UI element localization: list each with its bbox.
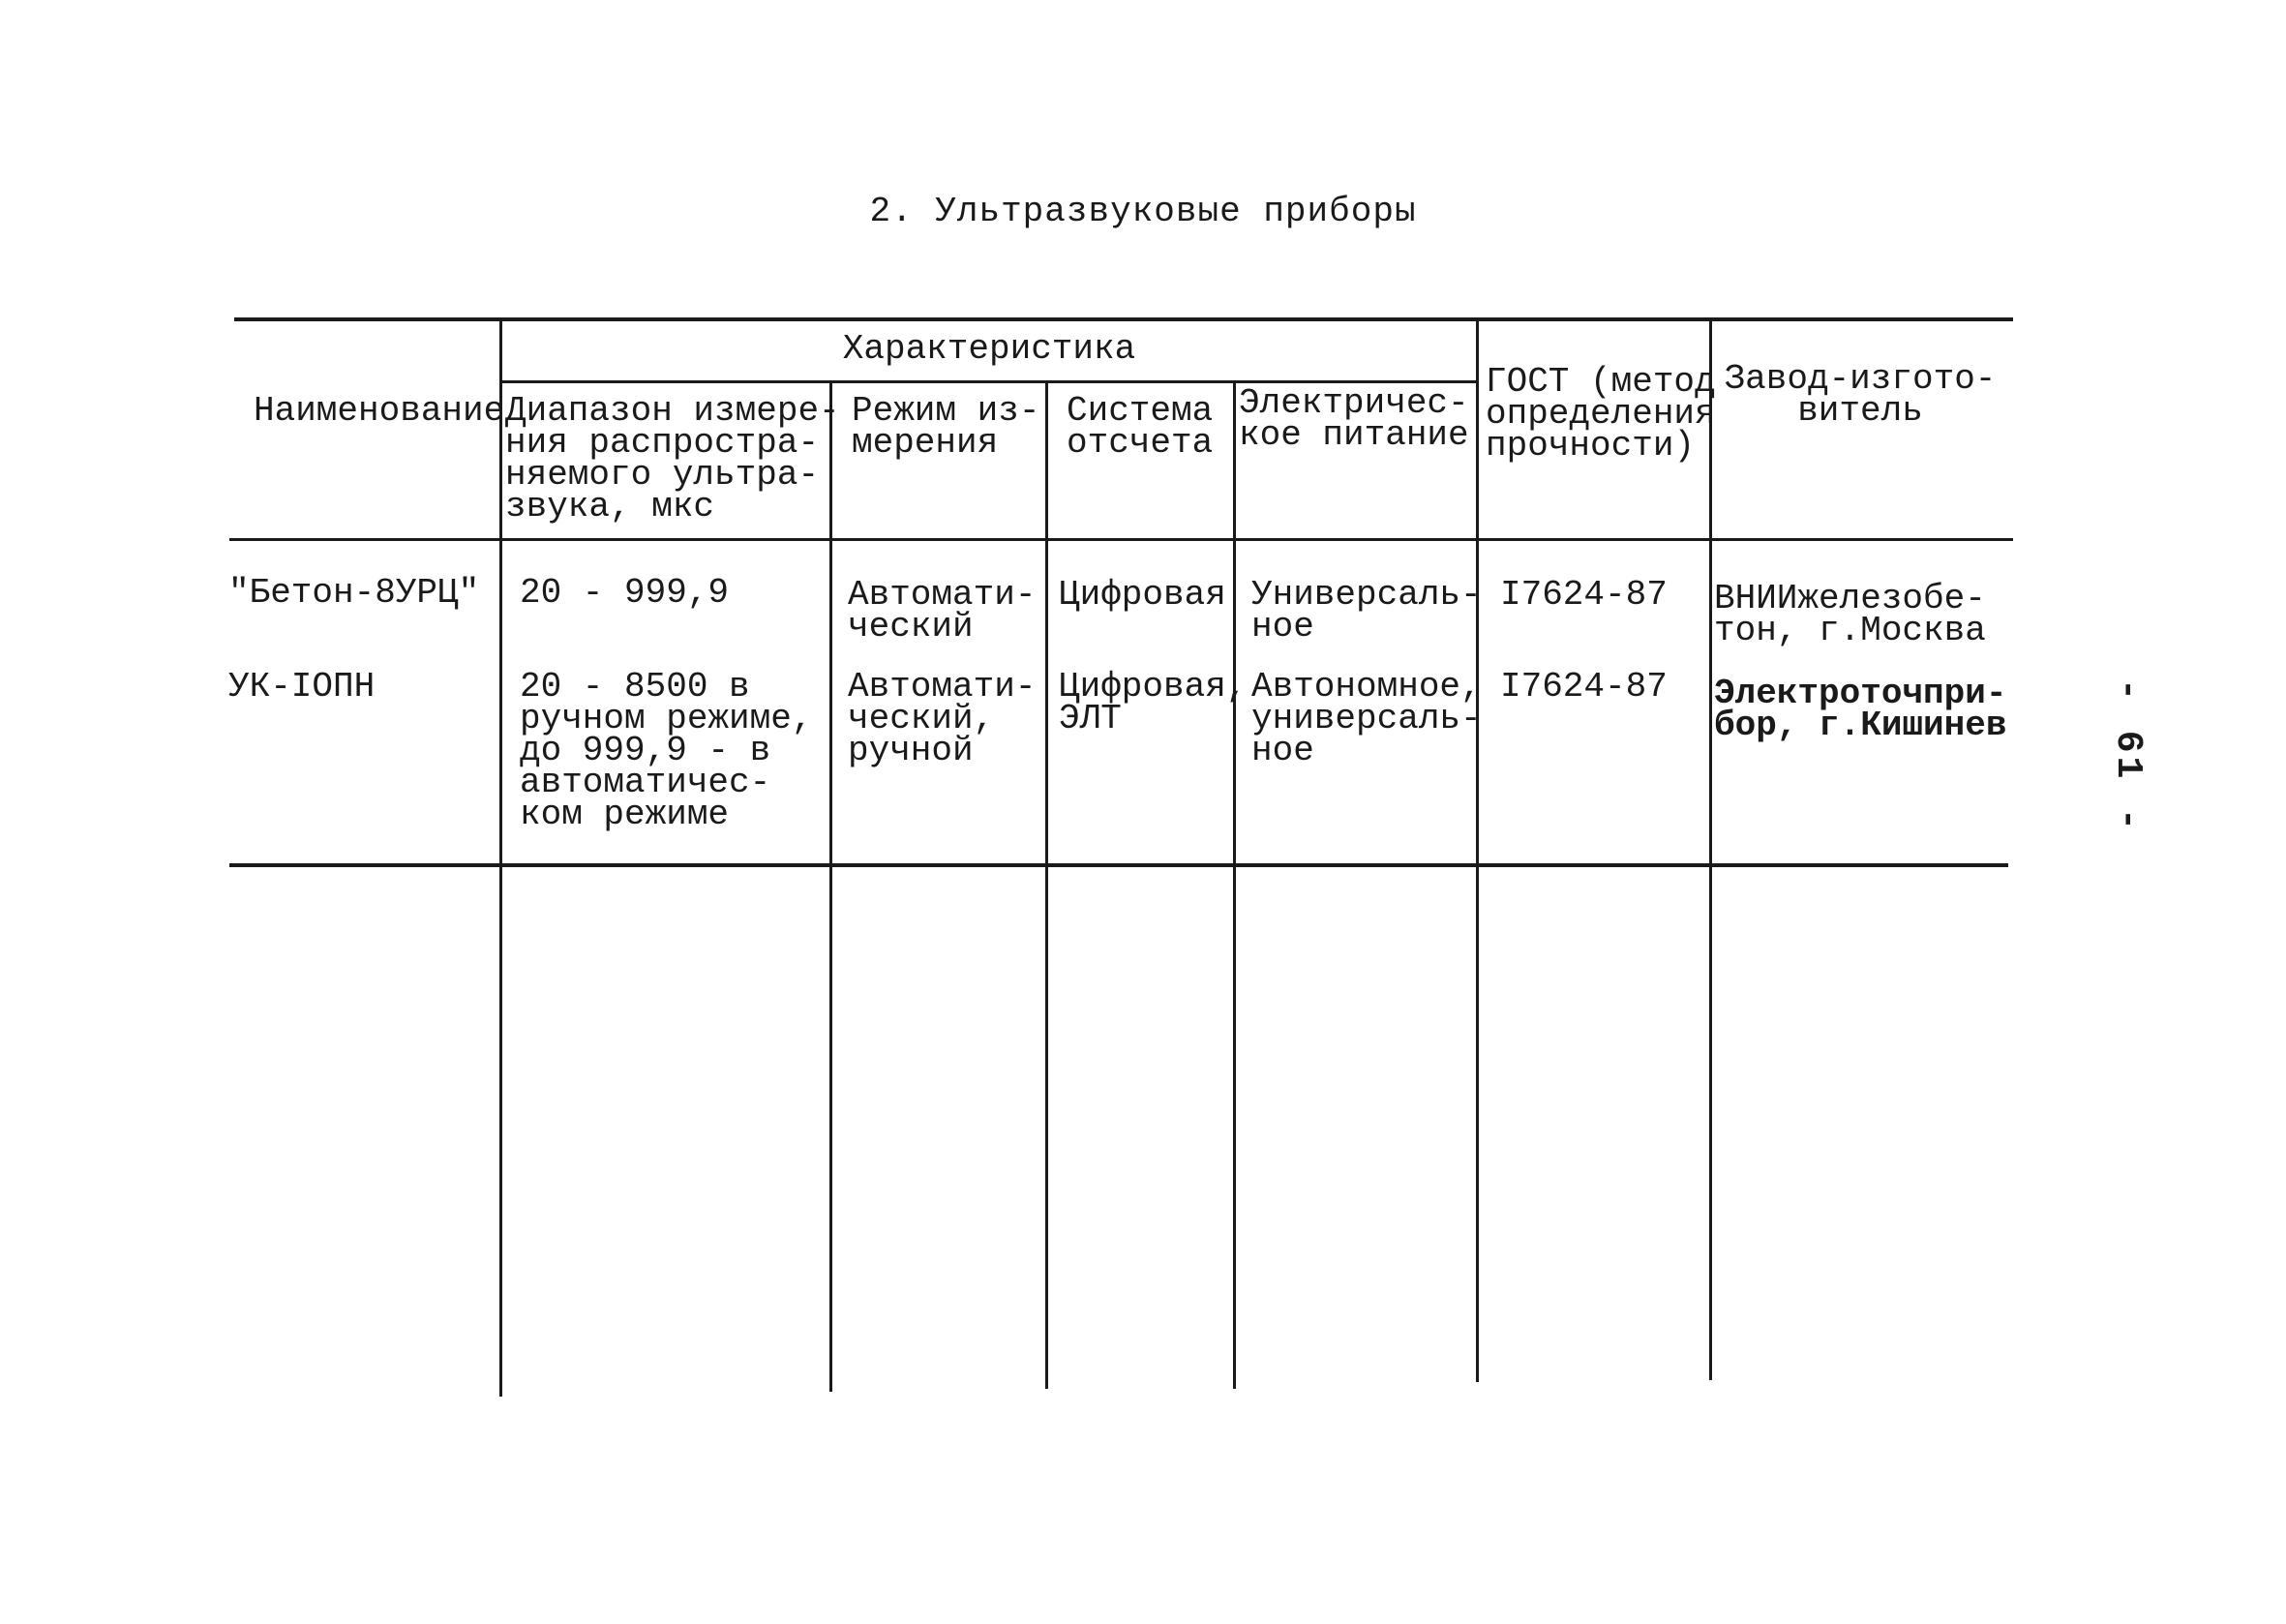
- header-bottom-rule: [229, 538, 2013, 541]
- col-divider-1: [499, 317, 502, 1397]
- header-system: Система отсчета: [1067, 391, 1214, 463]
- row1-mode: Автомати- ческий: [848, 575, 1037, 647]
- col-divider-6: [1709, 317, 1712, 1380]
- row2-maker: Электроточпри- бор, г.Кишинев: [1714, 674, 2007, 745]
- header-name: Наименование: [254, 391, 505, 431]
- body-bottom-rule: [229, 863, 2008, 867]
- header-maker: Завод-изгото- витель: [1724, 359, 1997, 431]
- col-divider-3: [1045, 380, 1048, 1389]
- row2-mode: Автомати- ческий, ручной: [848, 667, 1037, 770]
- header-power: Электричес- кое питание: [1239, 383, 1469, 455]
- row2-range: 20 - 8500 в ручном режиме, до 999,9 - в автоматичес- ком режиме: [520, 667, 813, 834]
- row1-name: "Бетон-8УРЦ": [228, 573, 480, 613]
- header-mode: Режим из- мерения: [852, 391, 1040, 463]
- header-range: Диапазон измере- ния распростра- няемого ультра- звука, мкс: [505, 391, 840, 526]
- page-number: - 61 -: [2106, 678, 2149, 834]
- header-characteristic: Характеристика: [842, 329, 1136, 369]
- col-divider-4: [1233, 380, 1236, 1389]
- col-divider-5: [1476, 317, 1479, 1382]
- section-title: 2. Ультразвуковые приборы: [869, 192, 1417, 231]
- row2-power: Автономное, универсаль- ное: [1251, 667, 1482, 770]
- row2-name: УК-IОПН: [228, 667, 376, 707]
- header-gost: ГОСТ (метод определения прочности): [1486, 362, 1716, 466]
- col-divider-2: [829, 380, 832, 1392]
- row1-system: Цифровая: [1059, 575, 1226, 615]
- row2-gost: I7624-87: [1500, 667, 1668, 707]
- row2-system: Цифровая, ЭЛТ: [1059, 667, 1248, 738]
- row1-gost: I7624-87: [1500, 575, 1668, 615]
- row1-power: Универсаль- ное: [1251, 575, 1482, 647]
- row1-maker: ВНИИжелезобе- тон, г.Москва: [1714, 579, 1986, 650]
- row1-range: 20 - 999,9: [520, 573, 730, 613]
